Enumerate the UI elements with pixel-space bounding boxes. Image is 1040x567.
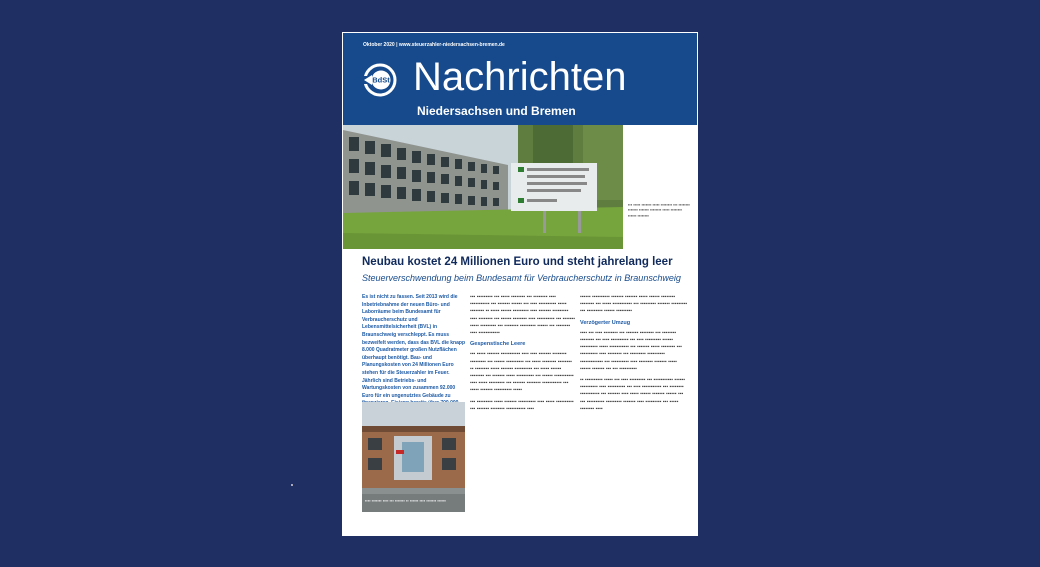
entrance-photo-caption: ▪▪▪▪ ▪▪▪▪▪▪▪ ▪▪▪▪ ▪▪▪ ▪▪▪▪▪▪▪ ▪▪ ▪▪▪▪▪▪ ▪▪▪▪ ▪▪▪▪▪▪▪ ▪▪▪▪▪▪: [365, 498, 446, 503]
masthead: [343, 33, 697, 125]
bdst-logo: [363, 63, 397, 97]
article-column-right: ▪▪▪▪▪▪ ▪▪▪▪▪▪▪▪▪▪ ▪▪▪▪▪▪▪ ▪▪▪▪▪▪▪ ▪▪▪▪▪ ▪▪▪▪▪▪ ▪▪▪▪▪▪▪▪ ▪▪▪▪▪▪▪▪ ▪▪▪ ▪▪▪▪▪ ▪▪▪▪▪▪▪▪▪▪▪ ▪▪▪ ▪▪▪▪▪▪▪▪▪ ▪▪▪▪▪▪▪ ▪▪▪▪▪▪▪▪▪ ▪▪▪ ▪▪▪▪▪▪▪▪▪ ▪▪▪▪▪▪ ▪▪▪▪▪▪▪▪▪ Verzögerter Umzug ▪▪▪▪ ▪▪▪ ▪▪▪▪ ▪▪▪▪▪▪▪▪ ▪▪▪ ▪▪▪▪▪▪▪ ▪▪▪▪▪▪▪▪ ▪▪▪ ▪▪▪▪▪▪▪▪ ▪▪▪▪▪▪▪▪ ▪▪▪ ▪▪▪▪ ▪▪▪▪▪▪▪▪▪▪ ▪▪▪ ▪▪▪▪ ▪▪▪▪▪▪▪▪▪ ▪▪▪▪▪▪ ▪▪▪▪▪▪▪▪▪▪ ▪▪▪▪▪ ▪▪▪▪▪▪▪▪▪▪▪ ▪▪▪ ▪▪▪▪▪▪▪ ▪▪▪▪▪ ▪▪▪▪▪▪▪▪ ▪▪▪ ▪▪▪▪▪▪▪▪▪▪ ▪▪▪▪ ▪▪▪▪▪▪▪▪ ▪▪▪ ▪▪▪▪▪▪▪▪▪ ▪▪▪▪▪▪▪▪▪▪ ▪▪▪▪▪▪▪▪▪▪▪▪▪ ▪▪▪ ▪▪▪▪▪▪▪▪▪▪ ▪▪▪▪ ▪▪▪▪▪▪▪▪ ▪▪▪▪▪▪▪ ▪▪▪▪▪ ▪▪▪▪▪▪ ▪▪▪▪▪▪▪ ▪▪▪ ▪▪▪ ▪▪▪▪▪▪▪▪▪▪ ▪▪ ▪▪▪▪▪▪▪▪▪▪ ▪▪▪▪▪ ▪▪▪ ▪▪▪▪ ▪▪▪▪▪▪▪▪▪ ▪▪▪ ▪▪▪▪▪▪▪▪▪▪▪ ▪▪▪▪▪▪ ▪▪▪▪▪▪▪▪▪▪ ▪▪▪▪ ▪▪▪▪▪▪▪▪▪▪ ▪▪▪ ▪▪▪▪ ▪▪▪▪▪▪▪▪▪▪▪ ▪▪▪ ▪▪▪▪▪▪▪▪ ▪▪▪▪▪▪▪▪▪▪▪ ▪▪▪ ▪▪▪▪▪▪▪ ▪▪▪▪ ▪▪▪▪▪ ▪▪▪▪▪▪ ▪▪▪▪▪▪▪ ▪▪▪▪▪▪ ▪▪▪ ▪▪▪ ▪▪▪▪▪▪▪▪▪▪ ▪▪▪▪▪▪▪▪▪ ▪▪▪▪▪▪▪ ▪▪▪▪ ▪▪▪▪▪▪▪▪▪ ▪▪▪ ▪▪▪▪▪ ▪▪▪▪▪▪▪▪ ▪▪▪▪: [580, 294, 688, 412]
photo-caption: ▪▪▪ ▪▪▪▪▪ ▪▪▪▪▪▪▪ ▪▪▪▪▪ ▪▪▪▪▪▪▪▪ ▪▪▪ ▪▪▪▪▪▪▪▪ ▪▪▪▪▪▪▪ ▪▪▪▪▪▪▪ ▪▪▪▪▪▪▪▪ ▪▪▪▪▪ ▪▪▪▪▪▪▪▪ ▪▪▪▪▪▪ ▪▪▪▪▪▪▪▪: [628, 202, 690, 218]
newsletter-page: [342, 32, 698, 536]
logo-text: BdSt: [372, 75, 390, 85]
headline: Neubau kostet 24 Millionen Euro und steht jahrelang leer: [362, 256, 673, 268]
article-column-middle: ▪▪▪ ▪▪▪▪▪▪▪▪▪ ▪▪▪ ▪▪▪▪▪ ▪▪▪▪▪▪▪▪ ▪▪▪ ▪▪▪▪▪▪▪▪ ▪▪▪▪ ▪▪▪▪▪▪▪▪▪▪▪ ▪▪▪ ▪▪▪▪▪▪▪ ▪▪▪▪▪▪ ▪▪▪ ▪▪▪▪ ▪▪▪▪▪▪▪▪▪▪ ▪▪▪▪▪ ▪▪▪▪▪▪▪▪ ▪▪ ▪▪▪▪▪ ▪▪▪▪▪▪ ▪▪▪▪▪▪▪▪▪ ▪▪▪▪ ▪▪▪▪▪▪▪ ▪▪▪▪▪▪▪▪▪ ▪▪▪▪ ▪▪▪▪▪▪▪▪ ▪▪▪ ▪▪▪▪▪▪ ▪▪▪▪▪▪▪▪ ▪▪▪▪ ▪▪▪▪▪▪▪▪▪▪ ▪▪▪ ▪▪▪▪▪▪▪ ▪▪▪▪▪ ▪▪▪▪▪▪▪▪▪ ▪▪▪ ▪▪▪▪▪▪▪▪ ▪▪▪▪▪▪▪▪▪ ▪▪▪▪▪▪ ▪▪▪ ▪▪▪▪▪▪▪▪ ▪▪▪▪ ▪▪▪▪▪▪▪▪▪▪▪▪ Gespenstische Leere ▪▪▪ ▪▪▪▪▪ ▪▪▪▪▪▪▪ ▪▪▪▪▪▪▪▪▪▪▪ ▪▪▪▪ ▪▪▪▪ ▪▪▪▪▪▪▪ ▪▪▪▪▪▪▪▪ ▪▪▪▪▪▪▪▪▪ ▪▪▪ ▪▪▪▪▪▪ ▪▪▪▪▪▪▪▪▪▪ ▪▪▪ ▪▪▪▪▪ ▪▪▪▪▪▪▪▪ ▪▪▪▪▪▪▪▪ ▪▪ ▪▪▪▪▪▪▪▪ ▪▪▪▪▪ ▪▪▪▪▪▪▪ ▪▪▪▪▪▪▪▪▪▪ ▪▪▪ ▪▪▪▪▪ ▪▪▪▪▪▪ ▪▪▪▪▪▪▪▪ ▪▪▪ ▪▪▪▪▪▪▪ ▪▪▪▪▪ ▪▪▪▪▪▪▪▪▪▪ ▪▪▪ ▪▪▪▪▪▪ ▪▪▪▪▪▪▪▪▪▪▪ ▪▪▪▪ ▪▪▪▪▪ ▪▪▪▪▪▪▪▪▪ ▪▪▪ ▪▪▪▪▪▪▪ ▪▪▪▪▪▪▪▪ ▪▪▪▪▪▪▪▪▪▪▪ ▪▪▪ ▪▪▪▪▪ ▪▪▪▪▪▪▪ ▪▪▪▪▪▪▪▪▪▪ ▪▪▪▪▪ ▪▪▪ ▪▪▪▪▪▪▪▪▪ ▪▪▪▪▪ ▪▪▪▪▪▪▪ ▪▪▪▪▪▪▪▪▪▪ ▪▪▪▪ ▪▪▪▪▪ ▪▪▪▪▪▪▪▪▪▪ ▪▪▪ ▪▪▪▪▪▪▪ ▪▪▪▪▪▪▪▪ ▪▪▪▪▪▪▪▪▪▪▪ ▪▪▪▪: [470, 294, 576, 412]
section-heading-1: Gespenstische Leere: [470, 341, 526, 348]
entrance-photo: [362, 402, 465, 512]
masthead-title: Nachrichten: [413, 55, 627, 99]
subheadline: Steuerverschwendung beim Bundesamt für Verbraucherschutz in Braunschweig: [362, 273, 681, 283]
lead-text: Es ist nicht zu fassen. Seit 2013 wird die Inbetriebnahme der neuen Büro- und Laborräume beim Bundesamt für Verbraucherschutz und Lebensmittelsicherheit (BVL) in Braunschweig verschleppt. Es muss bezweifelt werden, dass das BVL die knapp 8.000 Quadratmeter großen Nutzflächen überhaupt benötigt. Bau- und Planungskosten von 24 Millionen Euro stehen für die Steuerzahler im Feuer. Jährlich sind Betriebs- und Wartungskosten von zusammen 92.000 Euro für ein ungenutztes Gebäude zu: [362, 294, 465, 399]
section-heading-2: Verzögerter Umzug: [580, 319, 631, 326]
masthead-subtitle: Niedersachsen und Bremen: [417, 104, 576, 118]
stray-dot: [291, 484, 293, 486]
issue-line: Oktober 2020 | www.steuerzahler-niedersachsen-bremen.de: [363, 42, 505, 48]
building-photo: [343, 125, 623, 249]
